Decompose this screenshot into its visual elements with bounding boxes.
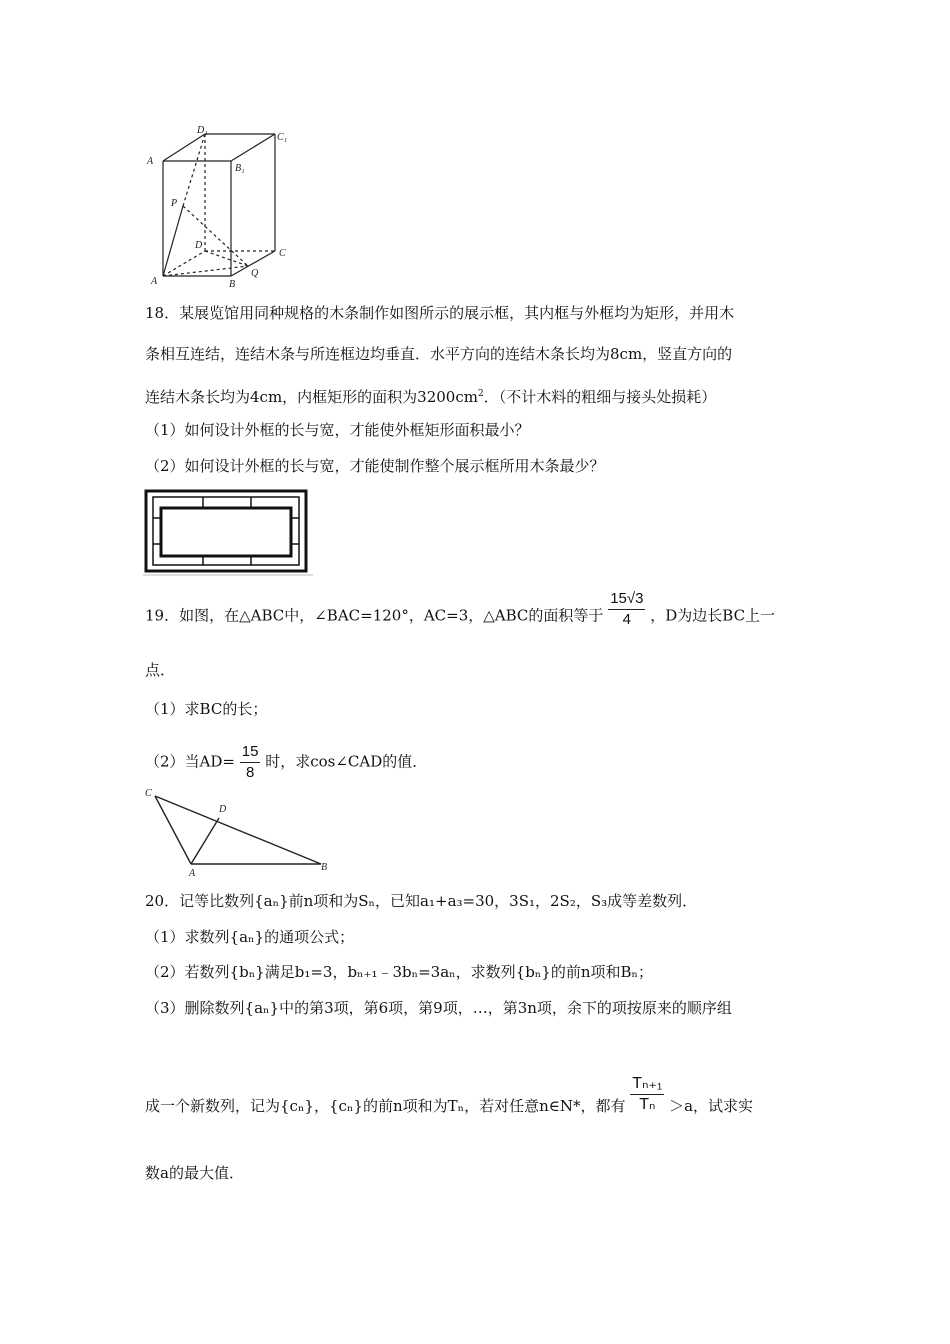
q19-part1: （1）求BC的长； <box>145 700 268 718</box>
frame-figure <box>143 488 313 578</box>
label-D: D <box>195 240 203 251</box>
q20-part2: （2）若数列{bₙ}满足b₁=3，bₙ₊₁﹣3bₙ=3aₙ，求数列{bₙ}的前n项和Bₙ； <box>145 963 654 981</box>
label-D1: D₁ <box>197 126 208 136</box>
area-fraction: $\frac{15√3}{4}$ <box>610 590 644 628</box>
label-Q: Q <box>251 268 259 279</box>
q20-line1: 20．记等比数列{aₙ}前n项和为Sₙ，已知a₁+a₃=30，3S₁，2S₂，S₃成等差数列． <box>145 892 698 910</box>
label-P: P <box>171 198 178 209</box>
label-D: D <box>219 804 227 815</box>
label-B1: B₁ <box>235 163 245 174</box>
label-C: C <box>145 788 152 799</box>
q20-part3: （3）删除数列{aₙ}中的第3项，第6项，第9项，…，第3n项，余下的项按原来的顺序组 <box>145 999 732 1017</box>
label-A1: A <box>147 156 154 167</box>
q18-part2: （2）如何设计外框的长与宽，才能使制作整个展示框所用木条最少？ <box>145 457 605 475</box>
ad-fraction: $\frac{15}{8}$ <box>241 743 259 781</box>
label-A: A <box>151 276 158 287</box>
q18-line1: 18．某展览馆用同种规格的木条制作如图所示的展示框，其内框与外框均为矩形，并用木 <box>145 304 735 322</box>
q18-line2: 条相互连结，连结木条与所连框边均垂直．水平方向的连结木条长均为8cm，竖直方向的 <box>145 345 733 363</box>
q19-line2: 点． <box>145 661 176 679</box>
label-A: A <box>189 868 196 876</box>
cube-figure <box>143 126 305 289</box>
q19-line1: 19．如图，在△ABC中，∠BAC=120°，AC=3，△ABC的面积等于 $\frac{15√3}{4}$ ，D为边长BC上一 <box>145 590 776 628</box>
q18-part1: （1）如何设计外框的长与宽，才能使外框矩形面积最小？ <box>145 421 530 439</box>
q18-line3: 连结木条长均为4cm，内框矩形的面积为$3200cm^2$．（不计木料的粗细与接头处损耗） <box>145 388 717 406</box>
q19-part2: （2）当AD= $\frac{15}{8}$ 时，求cos∠CAD的值． <box>145 743 428 781</box>
t-ratio-fraction: $\frac{\text{Tₙ₊₁}}{\text{Tₙ}}$ <box>632 1074 663 1113</box>
triangle-figure <box>143 784 333 876</box>
label-C: C <box>279 248 286 259</box>
q20-line-c: 成一个新数列，记为{cₙ}，{cₙ}的前n项和为Tₙ，若对任意n∈N*，都有 $\frac{\text{Tₙ₊₁}}{\text{Tₙ}}$ ＞a，试求实 <box>145 1074 754 1115</box>
label-B: B <box>229 279 236 289</box>
label-B: B <box>321 862 328 873</box>
q20-part1: （1）求数列{aₙ}的通项公式； <box>145 928 355 946</box>
q20-last: 数a的最大值． <box>145 1164 244 1182</box>
label-C1: C₁ <box>277 132 288 143</box>
